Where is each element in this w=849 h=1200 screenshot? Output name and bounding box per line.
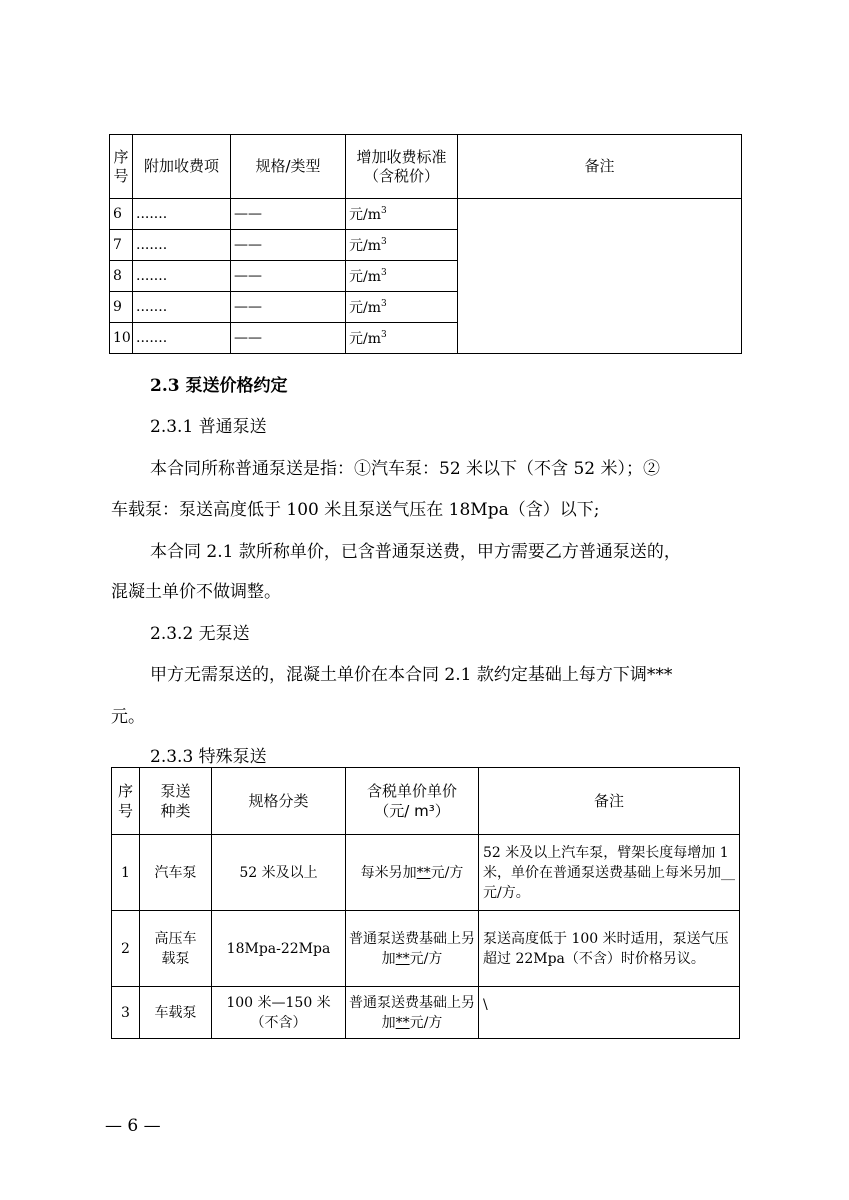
- subsection-heading-2-3-1: 2.3.1 普通泵送: [150, 417, 267, 437]
- cell-unit: 元$/m^3$: [346, 323, 458, 354]
- cell-type: 高压车载泵: [140, 911, 212, 987]
- cell-no: 6: [110, 199, 133, 230]
- cell-unit: 元$/m^3$: [346, 261, 458, 292]
- cell-no: 10: [110, 323, 133, 354]
- header-item: 附加收费项: [133, 135, 231, 199]
- cell-spec: ——: [231, 199, 346, 230]
- cell-price: 普通泵送费基础上另加**元/方: [346, 911, 479, 987]
- cell-unit: 元$/m^3$: [346, 199, 458, 230]
- header-remark: 备注: [458, 135, 742, 199]
- paragraph-line: 甲方无需泵送的，混凝土单价在本合同 2.1 款约定基础上每方下调***: [150, 665, 673, 685]
- cell-spec: 52 米及以上: [212, 835, 346, 911]
- cell-spec: 18Mpa-22Mpa: [212, 911, 346, 987]
- cell-spec: 100 米—150 米（不含）: [212, 987, 346, 1039]
- paragraph-line: 车载泵：泵送高度低于 100 米且泵送气压在 18Mpa（含）以下;: [111, 500, 600, 520]
- cell-no: 1: [112, 835, 140, 911]
- table-row: [110, 199, 742, 230]
- header-remark: 备注: [479, 768, 740, 835]
- header-no: 序 号: [110, 135, 133, 199]
- table-header-row: [110, 135, 742, 199]
- table-row: [112, 911, 740, 987]
- cell-no: 8: [110, 261, 133, 292]
- table-header-row: [112, 768, 740, 835]
- header-type: 泵送 种类: [140, 768, 212, 835]
- cell-spec: ——: [231, 323, 346, 354]
- cell-type: 汽车泵: [140, 835, 212, 911]
- cell-remark: \: [479, 987, 740, 1039]
- paragraph-line: 本合同所称普通泵送是指：①汽车泵：52 米以下（不含 52 米）；②: [150, 459, 660, 479]
- cell-item: .......: [133, 323, 231, 354]
- cell-item: .......: [133, 261, 231, 292]
- cell-remark: 泵送高度低于 100 米时适用，泵送气压超过 22Mpa（不含）时价格另议。: [479, 911, 740, 987]
- surcharge-table: [109, 134, 742, 354]
- cell-item: .......: [133, 230, 231, 261]
- header-spec: 规格分类: [212, 768, 346, 835]
- paragraph-line: 本合同 2.1 款所称单价，已含普通泵送费，甲方需要乙方普通泵送的，: [150, 542, 681, 562]
- table-row: [112, 987, 740, 1039]
- paragraph-line: 元。: [111, 707, 145, 727]
- subsection-heading-2-3-2: 2.3.2 无泵送: [150, 624, 250, 644]
- header-spec: 规格/类型: [231, 135, 346, 199]
- cell-price: 每米另加**元/方: [346, 835, 479, 911]
- cell-no: 9: [110, 292, 133, 323]
- cell-remark: 52 米及以上汽车泵，臂架长度每增加 1 米，单价在普通泵送费基础上每米另加__元/方。: [479, 835, 740, 911]
- cell-type: 车载泵: [140, 987, 212, 1039]
- cell-spec: ——: [231, 261, 346, 292]
- header-price: 含税单价单价 （元/ m³）: [346, 768, 479, 835]
- section-heading-2-3: 2.3 泵送价格约定: [150, 376, 288, 396]
- header-no: 序 号: [112, 768, 140, 835]
- cell-spec: ——: [231, 292, 346, 323]
- subsection-heading-2-3-3: 2.3.3 特殊泵送: [150, 747, 267, 767]
- paragraph-line: 混凝土单价不做调整。: [111, 582, 281, 602]
- page-number: — 6 —: [105, 1116, 161, 1136]
- cell-unit: 元$/m^3$: [346, 230, 458, 261]
- cell-no: 7: [110, 230, 133, 261]
- cell-remark: [458, 199, 742, 354]
- special-pumping-table: [111, 767, 740, 1039]
- cell-unit: 元$/m^3$: [346, 292, 458, 323]
- cell-price: 普通泵送费基础上另加**元/方: [346, 987, 479, 1039]
- header-standard: 增加收费标准 （含税价）: [346, 135, 458, 199]
- table-row: [112, 835, 740, 911]
- cell-spec: ——: [231, 230, 346, 261]
- cell-no: 3: [112, 987, 140, 1039]
- cell-item: .......: [133, 199, 231, 230]
- cell-no: 2: [112, 911, 140, 987]
- cell-item: .......: [133, 292, 231, 323]
